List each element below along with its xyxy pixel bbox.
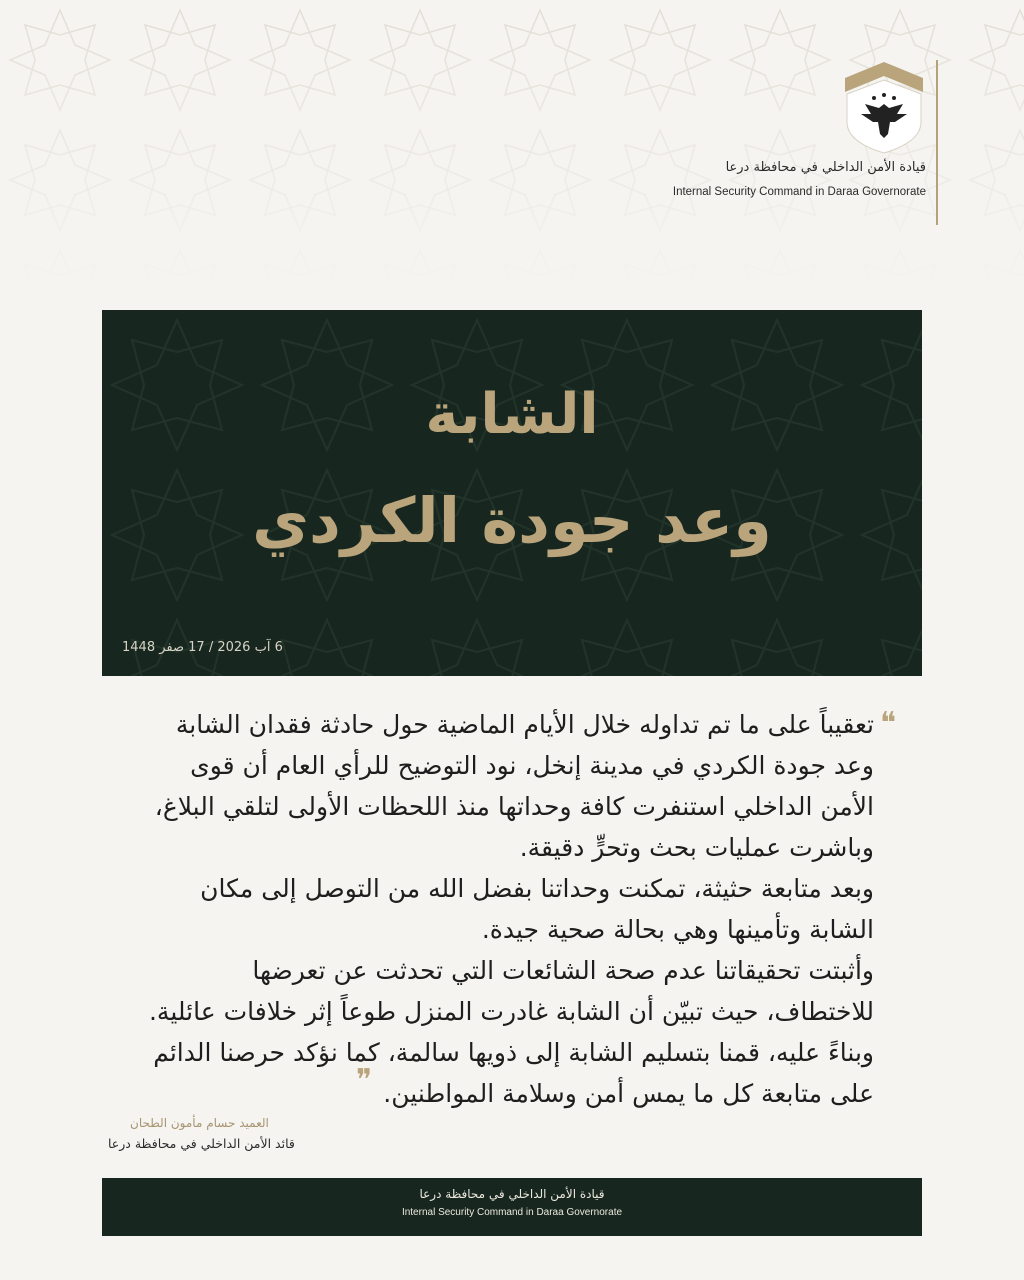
signatory-title: قائد الأمن الداخلي في محافظة درعا — [108, 1136, 295, 1151]
signatory-name: العميد حسام مأمون الطحان — [130, 1116, 269, 1130]
eagle-shield-emblem-icon — [843, 60, 925, 155]
statement-body — [140, 704, 874, 1114]
title-line-1: الشابة — [425, 382, 599, 447]
statement-paragraph-2: وبعد متابعة حثيثة، تمكنت وحداتنا بفضل الله من التوصل إلى مكان الشابة وتأمينها وهي بحالة صحية جيدة. — [200, 874, 874, 944]
header-org-english: Internal Security Command in Daraa Governorate — [672, 186, 926, 198]
footer-org-english: Internal Security Command in Daraa Governorate — [401, 1207, 623, 1218]
statement-paragraph-3: وأثبتت تحقيقاتنا عدم صحة الشائعات التي تحدثت عن تعرضها للاختطاف، حيث تبيّن أن الشابة غادرت المنزل طوعاً إثر خلافات عائلية. — [148, 956, 874, 1026]
statement-paragraph-4: وبناءً عليه، قمنا بتسليم الشابة إلى ذويها سالمة، كما نؤكد حرصنا الدائم على متابعة كل ما يمس أمن وسلامة المواطنين. — [153, 1038, 874, 1108]
footer-org-arabic: قيادة الأمن الداخلي في محافظة درعا — [419, 1187, 605, 1201]
date-line: 6 آب 2026 / 17 صفر 1448 — [122, 640, 283, 655]
statement-paragraph-1: تعقيباً على ما تم تداوله خلال الأيام الماضية حول حادثة فقدان الشابة وعد جودة الكردي في مدينة إنخل، نود التوضيح للرأي العام أن قوى الأمن الداخلي استنفرت كافة وحداتها منذ اللحظات الأولى لتلقي البلاغ، وباشرت عمليات بحث وتحرٍّ دقيقة. — [154, 710, 874, 862]
title-line-2: وعد جودة الكردي — [252, 484, 772, 557]
header-org-arabic: قيادة الأمن الداخلي في محافظة درعا — [725, 160, 926, 175]
quote-open-icon: ❝ — [880, 706, 897, 741]
quote-close-icon: ❞ — [356, 1063, 373, 1098]
header-divider — [936, 60, 938, 225]
